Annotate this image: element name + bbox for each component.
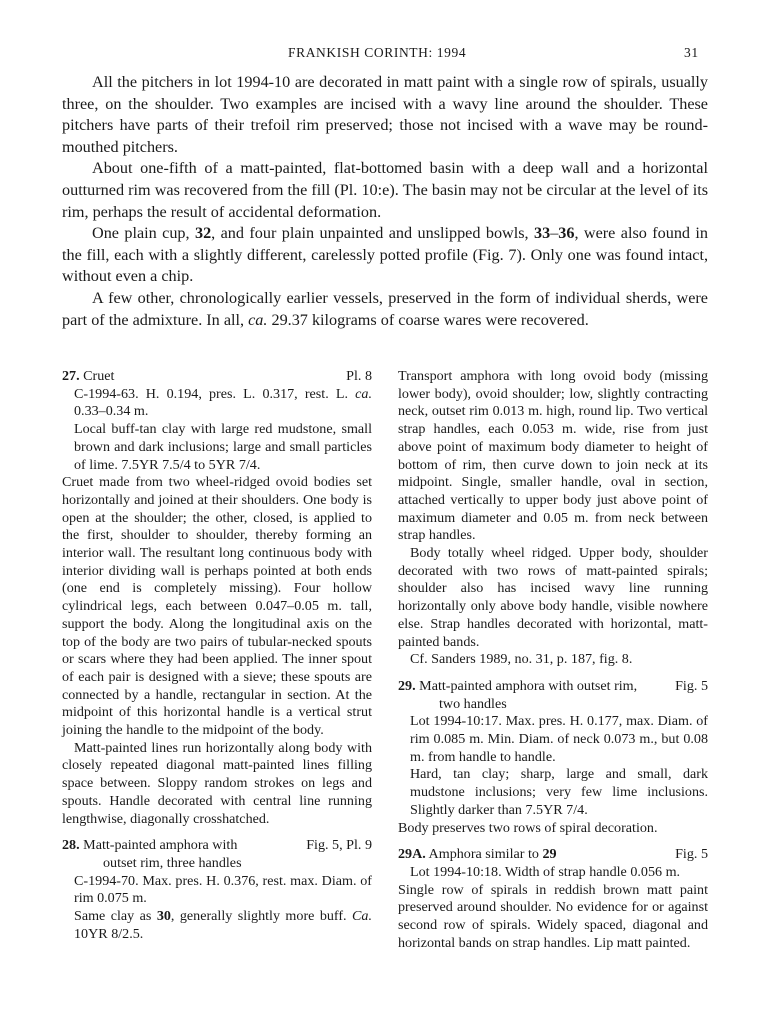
intro-paragraph-1: All the pitchers in lot 1994-10 are decorated in matt paint with a single row of spirals, usually three, on the shoulder. Two examples are incised with a wavy line around the shoulder. These pitchers have parts of their trefoil rim preserved; those not incised with a wave may be round-mouthed pitchers.	[62, 73, 708, 156]
decoration-description: Matt-painted lines run horizontally along body with closely repeated diagonal matt-painted lines filling space between. Sloppy random strokes on legs and spouts. Handle decorated with central line running lengthwise, diagonally crosshatched.	[62, 739, 372, 827]
plate-reference: Fig. 5	[675, 677, 708, 694]
catalog-entry-27-heading: 27. Cruet Pl. 8	[62, 368, 372, 384]
fabric-description: Local buff-tan clay with large red mudstone, small brown and dark inclusions; large and small particles of lime. 7.5YR 7.5/4 to 5YR 7/4.	[74, 421, 372, 473]
running-header	[0, 45, 762, 65]
plate-reference: Fig. 5	[675, 846, 708, 863]
plate-reference: Pl. 8	[346, 368, 372, 384]
catalog-description: Cruet made from two wheel-ridged ovoid bodies set horizontally and joined at their shoulders. One body is open at the shoulder; the other, closed, is applied to the first, shoulder to shoulder, thereby forming an interior wall. The resultant long continuous body with interior dividing wall is perhaps pointed at both ends (one end is completely missing). Four hollow cylindrical legs, each between 0.047–0.05 m. tall, support the body. Along the longitudinal axis on the top of the body are two pairs of tubular-necked spouts or scars where they had been applied. The inner spout of each pair is designed with a sieve; these spouts are connected by a handle, rectangular in section. At the midpoint of this horizontal handle is a vertical strut joining the handle to the midpoint of the body.	[62, 474, 372, 739]
running-title: FRANKISH CORINTH: 1994	[288, 45, 467, 60]
inventory-details: Lot 1994-10:17. Max. pres. H. 0.177, max. Diam. of rim 0.085 m. Min. Diam. of neck 0.073 m., but 0.08 m. from handle to handle.	[410, 713, 708, 765]
catalog-description: Transport amphora with long ovoid body (missing lower body), ovoid shoulder; low, slightly contracting neck, outset rim 0.013 m. high, round lip. Two vertical strap handles, each 0.053 m. wide, rise from just above point of maximum body diameter to height of bottom of rim, then curve down to join neck at its midpoint. Single, smaller handle, oval in section, attached vertically to upper body just above point of maximum diameter and 0.05 m. from neck between strap handles.	[398, 368, 708, 544]
catalog-description: Body preserves two rows of spiral decoration.	[398, 819, 658, 836]
inventory-details: Lot 1994-10:18. Width of strap handle 0.056 m.	[410, 863, 681, 880]
catalog-column-right	[398, 368, 708, 953]
fabric-description: Same clay as 30, generally slightly more buff. Ca. 10YR 8/2.5.	[74, 908, 372, 942]
catalog-column-left	[62, 368, 372, 944]
plate-reference: Fig. 5, Pl. 9	[306, 837, 372, 854]
catalog-description: Single row of spirals in reddish brown matt paint preserved around shoulder. No evidence for or against second row of spirals. Widely spaced, diagonal and horizontal bands on strap handles. Lip matt painted.	[398, 881, 708, 951]
intro-paragraph-3: One plain cup, 32, and four plain unpainted and unslipped bowls, 33–36, were also found in the fill, each with a slightly different, carelessly potted profile (Fig. 7). Only one was found intact, without even a chip.	[62, 224, 708, 286]
catalog-entry-28-heading: 28. Matt-painted amphora with Fig. 5, Pl. 9 outset rim, three handles	[62, 837, 372, 871]
intro-paragraph-2: About one-fifth of a matt-painted, flat-bottomed basin with a deep wall and a horizontal outturned rim was recovered from the fill (Pl. 10:e). The basin may not be circular at the level of its rim, perhaps the result of accidental deformation.	[62, 159, 708, 221]
catalog-entry-29A-heading: 29A. Amphora similar to 29 Fig. 5	[398, 846, 708, 863]
comparanda-reference: Cf. Sanders 1989, no. 31, p. 187, fig. 8.	[410, 651, 633, 668]
catalog-entry-29-heading: 29. Matt-painted amphora with outset rim, Fig. 5 two handles	[398, 677, 708, 712]
fabric-description: Hard, tan clay; sharp, large and small, dark mudstone inclusions; very few lime inclusions. Slightly darker than 7.5YR 7/4.	[410, 766, 708, 818]
inventory-details: C-1994-70. Max. pres. H. 0.376, rest. max. Diam. of rim 0.075 m.	[74, 872, 372, 907]
intro-text	[62, 72, 708, 331]
decoration-description: Body totally wheel ridged. Upper body, shoulder decorated with two rows of matt-painted spirals; shoulder also has incised wavy line running horizontally only above body handle, visible nowhere else. Strap handles decorated with horizontal, matt-painted bands.	[398, 545, 708, 650]
intro-paragraph-4: A few other, chronologically earlier vessels, preserved in the form of individual sherds, were part of the admixture. In all, ca. 29.37 kilograms of coarse wares were recovered.	[62, 288, 708, 329]
page-number: 31	[684, 45, 699, 60]
inventory-details: C-1994-63. H. 0.194, pres. L. 0.317, rest. L. ca. 0.33–0.34 m.	[74, 385, 372, 420]
